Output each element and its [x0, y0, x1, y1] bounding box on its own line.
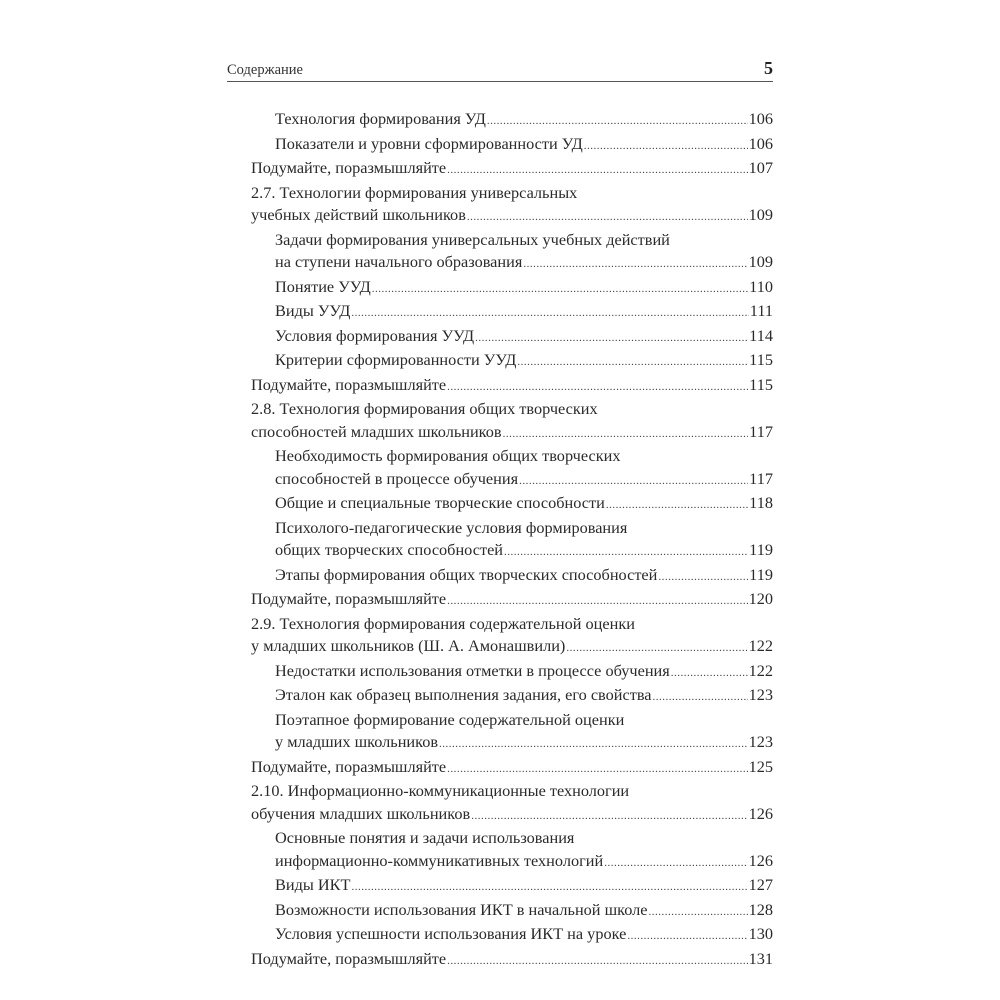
page-number: 5: [764, 58, 773, 78]
toc-entry[interactable]: [251, 445, 773, 492]
dot-leader: [487, 110, 748, 133]
toc-entry-line: [251, 803, 773, 828]
toc-entry-title: общих творческих способностей: [275, 540, 504, 559]
toc-entry-page: 114: [749, 325, 773, 345]
toc-entry-line: [275, 468, 773, 493]
dot-leader: [467, 206, 748, 229]
dot-leader: [604, 852, 747, 875]
toc-entry-line: [275, 325, 773, 350]
toc-entry-title: Технология формирования УД: [275, 109, 486, 128]
toc-entry-title: Задачи формирования универсальных учебных действий: [275, 229, 670, 249]
toc-entry[interactable]: [251, 108, 773, 133]
toc-entry-page: 120: [748, 589, 773, 608]
toc-entry-page: 122: [748, 636, 773, 655]
toc-entry-page: 111: [749, 301, 773, 320]
toc-entry-title: Условия успешности использования ИКТ на уроке: [275, 924, 627, 943]
toc-entry-line: [275, 731, 773, 756]
toc-entry-page: 122: [748, 660, 773, 680]
toc-entry-page: 125: [748, 756, 773, 776]
toc-entry-line: [275, 300, 773, 325]
toc-entry-page: 115: [749, 350, 773, 369]
dot-leader: [372, 278, 748, 301]
toc-entry-line: [275, 827, 773, 850]
table-of-contents: [251, 108, 773, 972]
toc-entry-line: [275, 850, 773, 875]
toc-entry-page: 131: [748, 948, 773, 968]
toc-entry-line: [251, 780, 773, 803]
toc-entry-title: Недостатки использования отметки в процессе обучения: [275, 660, 670, 680]
toc-entry[interactable]: [251, 182, 773, 229]
dot-leader: [517, 351, 748, 374]
toc-entry[interactable]: [251, 349, 773, 374]
running-header-title: Содержание: [227, 62, 303, 78]
toc-entry[interactable]: [251, 780, 773, 827]
toc-entry-line: [275, 349, 773, 374]
toc-entry-title: Понятие УУД: [275, 276, 371, 296]
toc-entry-page: 117: [749, 421, 773, 441]
dot-leader: [606, 494, 748, 517]
toc-entry-line: [275, 276, 773, 301]
toc-entry-line: [275, 684, 773, 709]
toc-entry-page: 128: [748, 899, 773, 919]
dot-leader: [519, 470, 748, 493]
toc-entry-line: [275, 108, 773, 133]
toc-entry-title: Критерии сформированности УУД: [275, 350, 517, 369]
dot-leader: [447, 376, 748, 399]
toc-entry-title: Поэтапное формирование содержательной оценки: [275, 709, 625, 729]
toc-entry[interactable]: [251, 157, 773, 182]
toc-entry[interactable]: [251, 709, 773, 756]
toc-entry[interactable]: [251, 133, 773, 158]
toc-entry-title: Условия формирования УУД: [275, 325, 475, 345]
toc-entry-line: [251, 374, 773, 399]
toc-entry-line: [275, 251, 773, 276]
toc-entry-title: Основные понятия и задачи использования: [275, 828, 575, 847]
dot-leader: [447, 159, 747, 182]
toc-entry-page: 123: [748, 732, 773, 751]
toc-entry-title: 2.9. Технология формирования содержательной оценки: [251, 613, 635, 633]
dot-leader: [653, 686, 748, 709]
toc-entry[interactable]: [251, 276, 773, 301]
dot-leader: [671, 662, 748, 685]
toc-entry-line: [275, 564, 773, 589]
dot-leader: [566, 637, 747, 660]
toc-entry-page: 119: [749, 540, 773, 559]
dot-leader: [658, 566, 748, 589]
dot-leader: [447, 950, 747, 973]
toc-entry-line: [251, 948, 773, 973]
toc-entry-page: 109: [748, 252, 773, 271]
toc-entry[interactable]: [251, 948, 773, 973]
dot-leader: [447, 590, 747, 613]
dot-leader: [351, 876, 747, 899]
toc-entry-title: Возможности использования ИКТ в начальной школе: [275, 899, 648, 919]
toc-entry-line: [275, 539, 773, 564]
toc-entry-line: [275, 492, 773, 517]
toc-entry-line: [251, 182, 773, 205]
toc-entry-line: [275, 874, 773, 899]
toc-entry-title: учебных действий школьников: [251, 205, 466, 224]
toc-entry-page: 109: [748, 205, 773, 224]
toc-entry-page: 117: [749, 468, 773, 488]
dot-leader: [447, 758, 747, 781]
toc-entry-title: у младших школьников (Ш. А. Амонашвили): [251, 636, 566, 655]
toc-entry-page: 126: [748, 850, 773, 870]
toc-entry[interactable]: [251, 492, 773, 517]
toc-entry-page: 107: [748, 158, 773, 177]
toc-entry[interactable]: [251, 588, 773, 613]
toc-entry-title: Виды ИКТ: [275, 875, 351, 894]
toc-entry-line: [275, 660, 773, 685]
toc-entry-page: 123: [748, 685, 773, 704]
toc-entry[interactable]: [251, 660, 773, 685]
dot-leader: [475, 327, 748, 350]
toc-entry-title: 2.10. Информационно-коммуникационные технологии: [251, 781, 630, 800]
toc-entry[interactable]: [251, 756, 773, 781]
toc-entry-line: [251, 421, 773, 446]
toc-entry-page: 119: [749, 564, 773, 584]
toc-entry-line: [251, 398, 773, 421]
toc-entry[interactable]: [251, 613, 773, 660]
toc-entry[interactable]: [251, 398, 773, 445]
toc-entry-title: Подумайте, поразмышляйте: [251, 589, 447, 608]
toc-entry[interactable]: [251, 517, 773, 564]
toc-entry-title: 2.7. Технологии формирования универсальных: [251, 182, 578, 202]
dot-leader: [584, 135, 748, 158]
toc-entry-line: [275, 133, 773, 158]
toc-entry[interactable]: [251, 300, 773, 325]
toc-entry-line: [251, 204, 773, 229]
dot-leader: [627, 925, 747, 948]
toc-entry[interactable]: [251, 874, 773, 899]
toc-entry-title: Подумайте, поразмышляйте: [251, 374, 447, 394]
toc-entry[interactable]: [251, 923, 773, 948]
toc-entry-line: [251, 635, 773, 660]
toc-entry-title: у младших школьников: [275, 732, 439, 751]
toc-entry-title: Этапы формирования общих творческих способностей: [275, 564, 658, 584]
toc-entry-page: 130: [748, 924, 773, 943]
toc-entry-line: [275, 517, 773, 540]
toc-entry-page: 106: [748, 133, 773, 153]
toc-entry[interactable]: [251, 827, 773, 874]
toc-entry-line: [275, 899, 773, 924]
toc-entry[interactable]: [251, 325, 773, 350]
dot-leader: [471, 805, 747, 828]
toc-entry-line: [275, 229, 773, 252]
dot-leader: [523, 253, 747, 276]
toc-entry-page: 115: [749, 374, 773, 394]
toc-entry-line: [275, 709, 773, 732]
running-header: [227, 60, 773, 82]
dot-leader: [503, 423, 749, 446]
toc-entry-title: информационно-коммуникативных технологий: [275, 850, 604, 870]
toc-entry-line: [251, 157, 773, 182]
toc-entry-line: [251, 756, 773, 781]
dot-leader: [648, 901, 747, 924]
toc-entry-page: 110: [749, 276, 773, 296]
toc-entry[interactable]: [251, 684, 773, 709]
toc-entry-title: Подумайте, поразмышляйте: [251, 756, 447, 776]
dot-leader: [504, 541, 748, 564]
toc-entry[interactable]: [251, 229, 773, 276]
toc-entry-title: на ступени начального образования: [275, 252, 523, 271]
toc-entry-line: [251, 588, 773, 613]
toc-entry-title: 2.8. Технология формирования общих творческих: [251, 399, 598, 418]
toc-entry-title: Виды УУД: [275, 301, 351, 320]
toc-entry-page: 106: [748, 109, 773, 128]
toc-entry-title: Показатели и уровни сформированности УД: [275, 133, 583, 153]
toc-entry-title: Подумайте, поразмышляйте: [251, 948, 447, 968]
toc-entry-page: 127: [748, 875, 773, 894]
dot-leader: [351, 302, 748, 325]
dot-leader: [439, 733, 748, 756]
toc-entry-title: Подумайте, поразмышляйте: [251, 158, 447, 177]
toc-entry-page: 118: [749, 493, 773, 512]
toc-entry-title: способностей младших школьников: [251, 421, 502, 441]
toc-entry[interactable]: [251, 564, 773, 589]
toc-entry-title: обучения младших школьников: [251, 803, 471, 823]
toc-entry-line: [251, 613, 773, 636]
toc-entry-title: Психолого-педагогические условия формирования: [275, 517, 628, 537]
toc-entry-line: [275, 923, 773, 948]
toc-entry-page: 126: [748, 803, 773, 823]
toc-entry-title: Общие и специальные творческие способности: [275, 493, 605, 512]
toc-entry[interactable]: [251, 899, 773, 924]
toc-entry-title: Необходимость формирования общих творческих: [275, 446, 621, 465]
toc-entry-line: [275, 445, 773, 468]
toc-entry[interactable]: [251, 374, 773, 399]
toc-entry-title: Эталон как образец выполнения задания, его свойства: [275, 685, 652, 704]
toc-entry-title: способностей в процессе обучения: [275, 468, 519, 488]
